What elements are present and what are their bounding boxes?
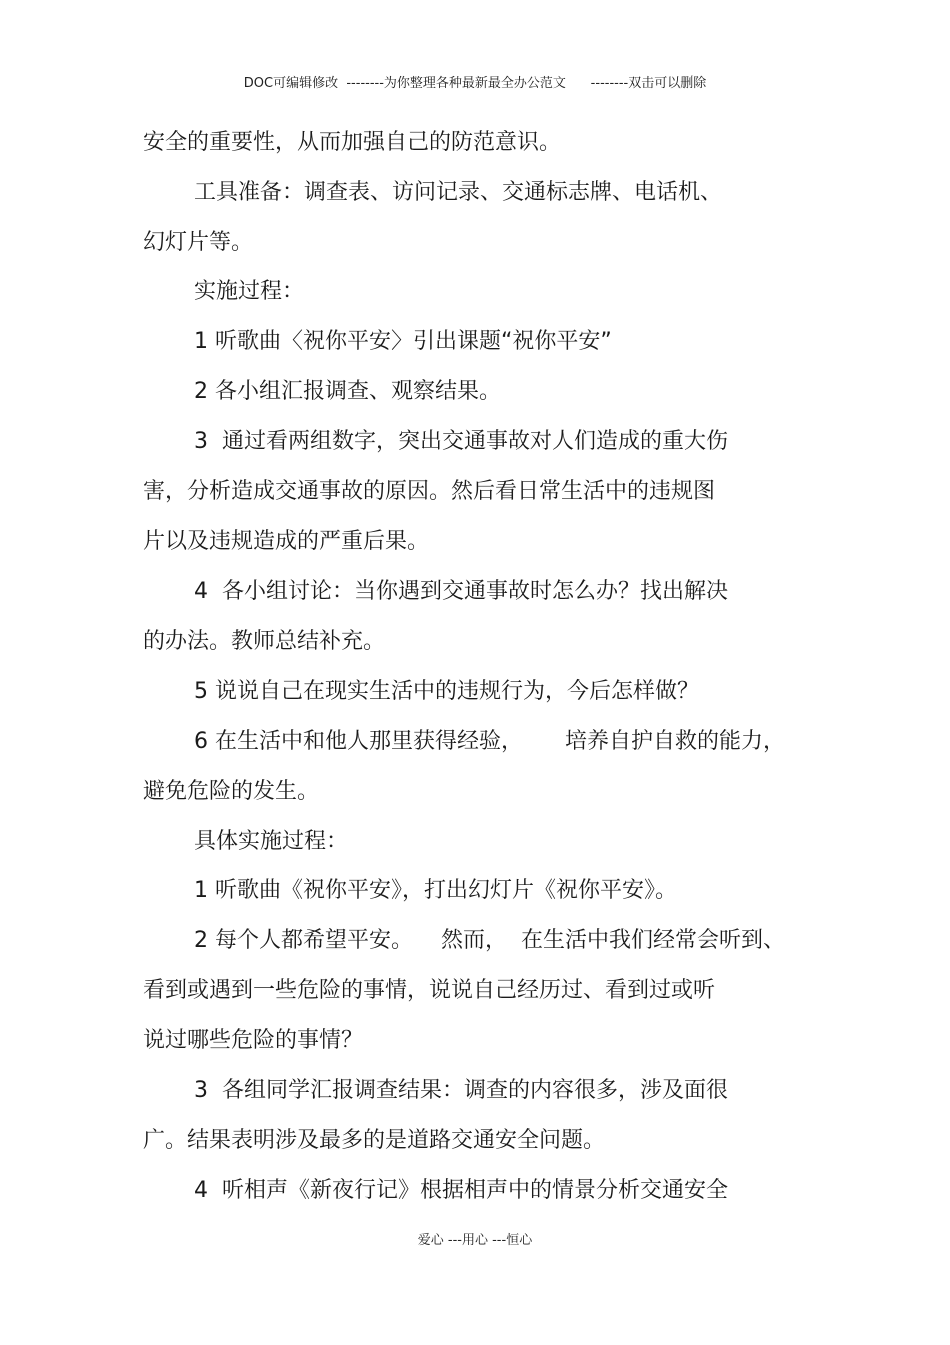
paragraph-line: 幻灯片等。 (143, 230, 254, 255)
paragraph-line: 2 每个人都希望平安。 然而， 在生活中我们经常会听到、 (194, 928, 785, 953)
paragraph-line: 避免危险的发生。 (143, 779, 320, 804)
paragraph-line: 害，分析造成交通事故的原因。然后看日常生活中的违规图 (143, 479, 716, 504)
paragraph-line: 具体实施过程： (194, 829, 349, 854)
page-footer: 爱心 ---用心 ---恒心 (417, 1233, 533, 1248)
paragraph-line: 6 在生活中和他人那里获得经验， 培养自护自救的能力， (194, 729, 785, 754)
paragraph-line: 工具准备：调查表、访问记录、交通标志牌、电话机、 (194, 180, 723, 205)
paragraph-line: 3 通过看两组数字，突出交通事故对人们造成的重大伤 (194, 429, 728, 454)
paragraph-line: 片以及违规造成的严重后果。 (143, 529, 430, 554)
paragraph-line: 安全的重要性，从而加强自己的防范意识。 (143, 130, 562, 155)
paragraph-line: 3 各组同学汇报调查结果：调查的内容很多，涉及面很 (194, 1078, 728, 1103)
paragraph-line: 看到或遇到一些危险的事情，说说自己经历过、看到过或听 (143, 978, 716, 1003)
paragraph-line: 说过哪些危险的事情？ (143, 1028, 364, 1053)
paragraph-line: 4 各小组讨论：当你遇到交通事故时怎么办？找出解决 (194, 579, 728, 604)
paragraph-line: 4 听相声《新夜行记》根据相声中的情景分析交通安全 (194, 1178, 728, 1203)
paragraph-line: 的办法。教师总结补充。 (143, 629, 386, 654)
paragraph-line: 2 各小组汇报调查、观察结果。 (194, 379, 501, 404)
paragraph-line: 5 说说自己在现实生活中的违规行为，今后怎样做？ (194, 679, 699, 704)
paragraph-line: 广。结果表明涉及最多的是道路交通安全问题。 (143, 1128, 606, 1153)
paragraph-line: 1 听歌曲《祝你平安》，打出幻灯片《祝你平安》。 (194, 878, 677, 903)
paragraph-line: 1 听歌曲〈祝你平安〉引出课题“祝你平安” (194, 329, 612, 354)
page-header: DOC可编辑修改 --------为你整理各种最新最全办公范文 --------双击可以删除 (243, 76, 707, 91)
paragraph-line: 实施过程： (194, 279, 305, 304)
